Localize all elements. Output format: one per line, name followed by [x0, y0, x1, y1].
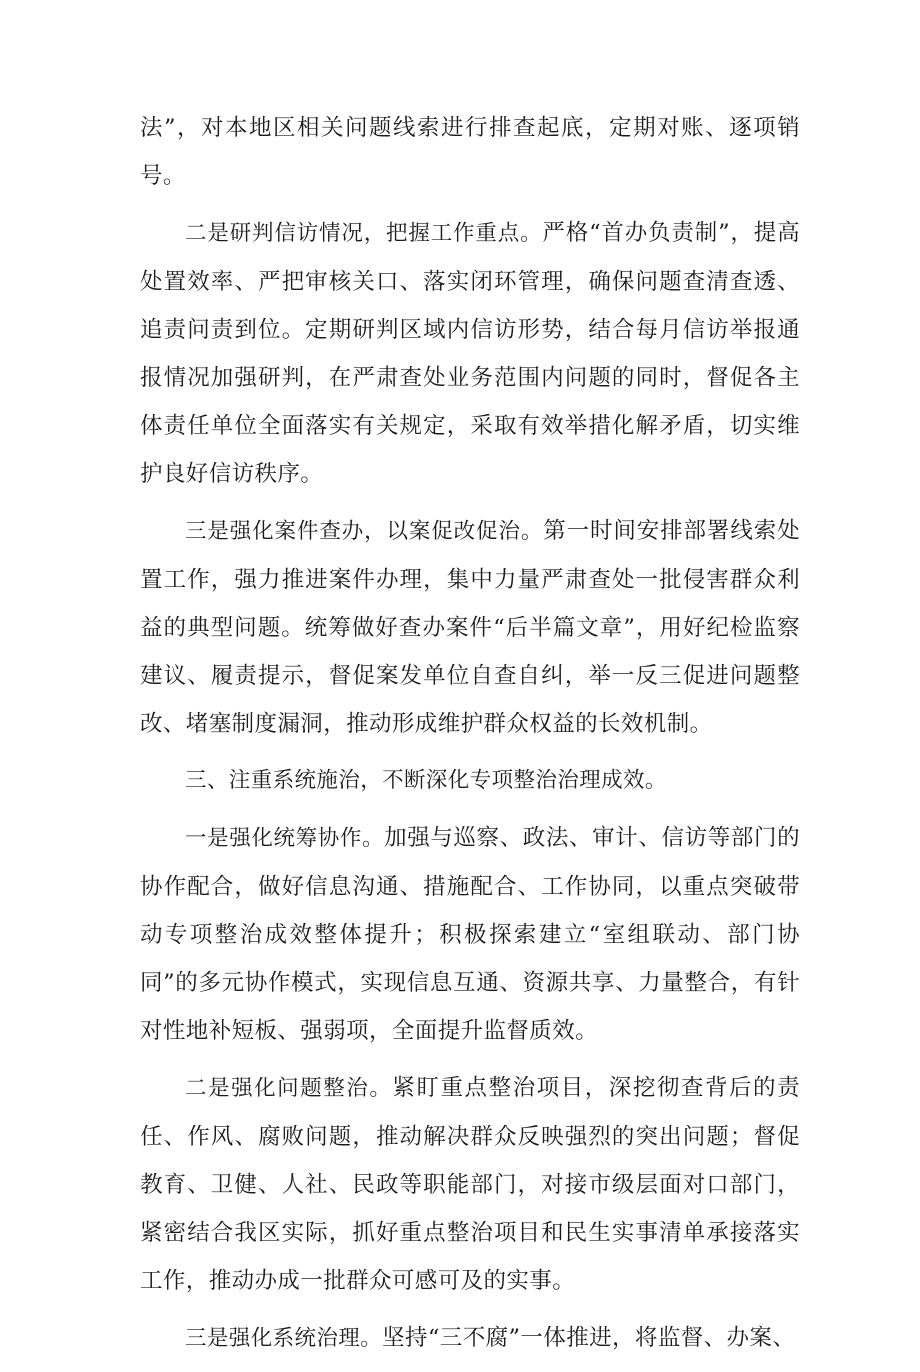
paragraph-lead: 一是强化统筹协作。 — [185, 826, 385, 851]
paragraph-lead: 三是强化案件查办，以案促改促治。 — [185, 519, 544, 544]
paragraph-petition-analysis — [140, 209, 800, 498]
paragraph-lead: 二是研判信访情况，把握工作重点。 — [185, 221, 543, 246]
paragraph-body: 严格“首办负责制”，提高处置效率、严把审核关口、落实闭环管理，确保问题查清查透、追责问责到位。定期研判区域内信访形势，结合每月信访举报通报情况加强研判，在严肃查处业务范围内问题的同时，督促各主体责任单位全面落实有关规定，采取有效举措化解矛盾，切实维护良好信访秩序。 — [140, 220, 800, 487]
paragraph-body: 法”，对本地区相关问题线索进行排查起底，定期对账、逐项销号。 — [140, 115, 800, 189]
paragraph-system-governance — [140, 1314, 800, 1363]
section-heading: 三、注重系统施治，不断深化专项整治治理成效。 — [185, 768, 667, 793]
paragraph-body: 加强与巡察、政法、审计、信访等部门的协作配合，做好信息沟通、措施配合、工作协同，以重点突破带动专项整治成效整体提升；积极探索建立“室组联动、部门协同”的多元协作模式，实现信息互通、资源共享、力量整合，有针对性地补短板、强弱项，全面提升监督质效。 — [140, 825, 800, 1044]
document-body — [140, 104, 800, 1372]
paragraph-case-handling — [140, 507, 800, 748]
paragraph-body: 紧盯重点整治项目，深挖彻查背后的责任、作风、腐败问题，推动解决群众反映强烈的突出问题；督促教育、卫健、人社、民政等职能部门，对接市级层面对口部门，紧密结合我区实际，抓好重点整治项目和民生实事清单承接落实工作，推动办成一批群众可感可及的实事。 — [140, 1075, 800, 1294]
paragraph-problem-rectification — [140, 1064, 800, 1305]
paragraph-lead: 二是强化问题整治。 — [185, 1076, 393, 1101]
paragraph-lead: 三是强化系统治理。 — [185, 1326, 383, 1351]
paragraph-body: 第一时间安排部署线索处置工作，强力推进案件办理，集中力量严肃查处一批侵害群众利益的典型问题。统筹做好查办案件“后半篇文章”，用好纪检监察建议、履责提示，督促案发单位自查自纠，举一反三促进问题整改、堵塞制度漏洞，推动形成维护群众权益的长效机制。 — [140, 518, 800, 737]
paragraph-coordination — [140, 814, 800, 1055]
paragraph-body: 坚持“三不腐”一体推进，将监督、办案、 — [382, 1325, 796, 1351]
continued-paragraph — [140, 104, 800, 200]
